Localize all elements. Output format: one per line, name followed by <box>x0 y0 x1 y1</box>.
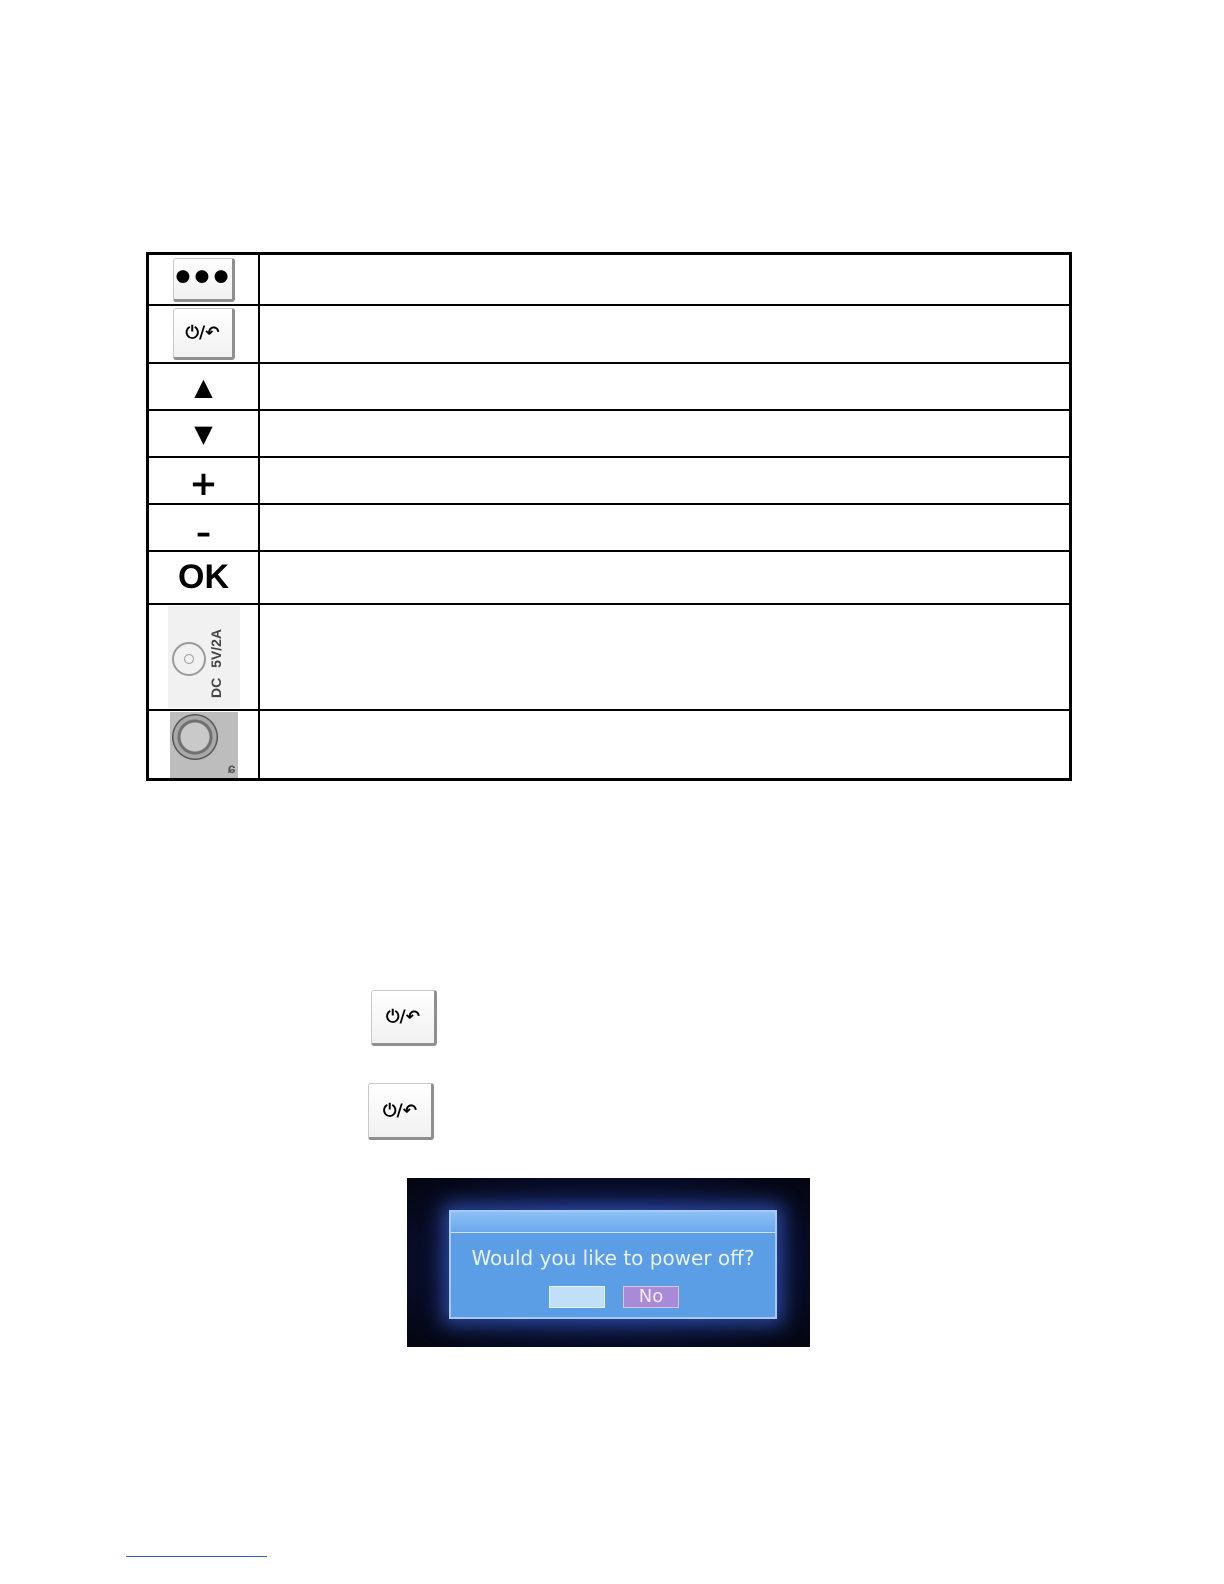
table-row <box>149 364 1069 411</box>
ok-icon: OK <box>178 558 229 596</box>
key-cell <box>149 605 260 709</box>
power-back-icon: ⏻/↶ <box>386 1007 420 1027</box>
description-cell <box>260 364 1069 409</box>
menu-button <box>173 258 235 302</box>
table-row <box>149 505 1069 552</box>
earphone-panel <box>170 712 238 778</box>
yes-option <box>549 1286 605 1308</box>
key-cell <box>149 306 260 362</box>
key-cell <box>149 411 260 456</box>
dialog-message: Would you like to power off? <box>471 1246 755 1270</box>
power-step-1 <box>371 990 437 1046</box>
description-cell <box>260 411 1069 456</box>
footnote-divider <box>126 1556 267 1557</box>
key-cell <box>149 255 260 304</box>
dc-input-panel <box>168 606 240 708</box>
power-off-screen-photo <box>407 1178 810 1347</box>
no-option: No <box>623 1286 679 1308</box>
table-row <box>149 306 1069 364</box>
key-cell <box>149 552 260 603</box>
table-row <box>149 552 1069 605</box>
power-back-icon: ⏻/↶ <box>383 1100 417 1121</box>
dc-jack-icon <box>172 642 206 676</box>
power-back-icon: ⏻/↶ <box>185 323 220 343</box>
table-row <box>149 255 1069 306</box>
power-back-button <box>368 1083 434 1140</box>
power-back-button <box>173 308 235 360</box>
description-cell <box>260 552 1069 603</box>
key-cell <box>149 505 260 550</box>
key-function-table <box>146 252 1072 781</box>
key-cell <box>149 458 260 503</box>
description-cell <box>260 711 1069 778</box>
power-back-button <box>371 990 437 1046</box>
earphone-jack-icon <box>172 714 218 760</box>
plus-icon: + <box>189 463 218 504</box>
power-step-2 <box>368 1083 434 1140</box>
ellipsis-icon: ●●● <box>173 258 232 292</box>
table-row <box>149 711 1069 778</box>
table-row <box>149 458 1069 505</box>
dialog-title-bar <box>451 1212 775 1233</box>
table-row <box>149 605 1069 711</box>
key-cell <box>149 364 260 409</box>
dc-rating-label: DC 5V/2A <box>207 628 224 698</box>
description-cell <box>260 458 1069 503</box>
headphone-icon: ɕ <box>227 759 236 776</box>
up-arrow-icon: ▲ <box>194 372 213 401</box>
description-cell <box>260 505 1069 550</box>
description-cell <box>260 306 1069 362</box>
minus-icon: – <box>196 515 211 551</box>
table-row <box>149 411 1069 458</box>
down-arrow-icon: ▼ <box>194 419 213 448</box>
power-off-dialog <box>449 1210 777 1319</box>
description-cell <box>260 605 1069 709</box>
key-cell <box>149 711 260 778</box>
description-cell <box>260 255 1069 304</box>
